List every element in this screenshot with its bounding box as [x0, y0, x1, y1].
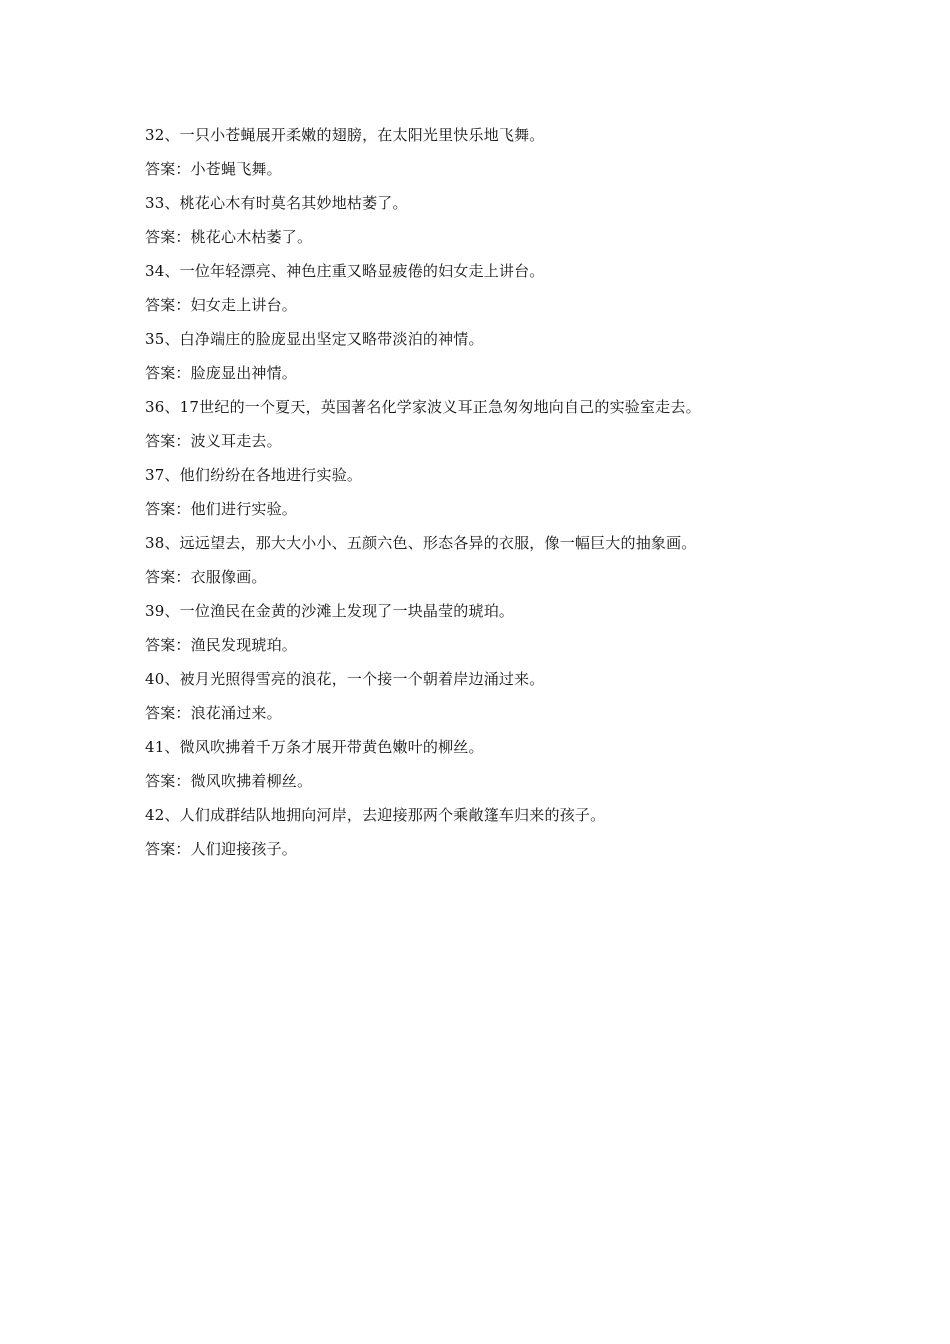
question-42: 42、人们成群结队地拥向河岸，去迎接那两个乘敞篷车归来的孩子。 [145, 806, 606, 824]
question-41: 41、微风吹拂着千万条才展开带黄色嫩叶的柳丝。 [145, 738, 484, 756]
question-32: 32、一只小苍蝇展开柔嫩的翅膀，在太阳光里快乐地飞舞。 [145, 126, 545, 144]
answer-41: 答案：微风吹拂着柳丝。 [145, 772, 313, 790]
answer-36: 答案：波义耳走去。 [145, 432, 282, 450]
question-37: 37、他们纷纷在各地进行实验。 [145, 466, 363, 484]
question-35: 35、白净端庄的脸庞显出坚定又略带淡泊的神情。 [145, 330, 484, 348]
answer-39: 答案：渔民发现琥珀。 [145, 636, 298, 654]
question-36: 36、17世纪的一个夏天，英国著名化学家波义耳正急匆匆地向自己的实验室走去。 [145, 398, 701, 416]
answer-42: 答案：人们迎接孩子。 [145, 840, 298, 858]
answer-33: 答案：桃花心木枯萎了。 [145, 228, 313, 246]
question-40: 40、被月光照得雪亮的浪花，一个接一个朝着岸边涌过来。 [145, 670, 545, 688]
answer-35: 答案：脸庞显出神情。 [145, 364, 298, 382]
answer-34: 答案：妇女走上讲台。 [145, 296, 298, 314]
question-34: 34、一位年轻漂亮、神色庄重又略显疲倦的妇女走上讲台。 [145, 262, 545, 280]
question-38: 38、远远望去，那大大小小、五颜六色、形态各异的衣服，像一幅巨大的抽象画。 [145, 534, 697, 552]
question-39: 39、一位渔民在金黄的沙滩上发现了一块晶莹的琥珀。 [145, 602, 515, 620]
answer-37: 答案：他们进行实验。 [145, 500, 298, 518]
question-list [145, 124, 825, 872]
answer-32: 答案：小苍蝇飞舞。 [145, 160, 282, 178]
answer-38: 答案：衣服像画。 [145, 568, 267, 586]
answer-40: 答案：浪花涌过来。 [145, 704, 282, 722]
question-33: 33、桃花心木有时莫名其妙地枯萎了。 [145, 194, 408, 212]
